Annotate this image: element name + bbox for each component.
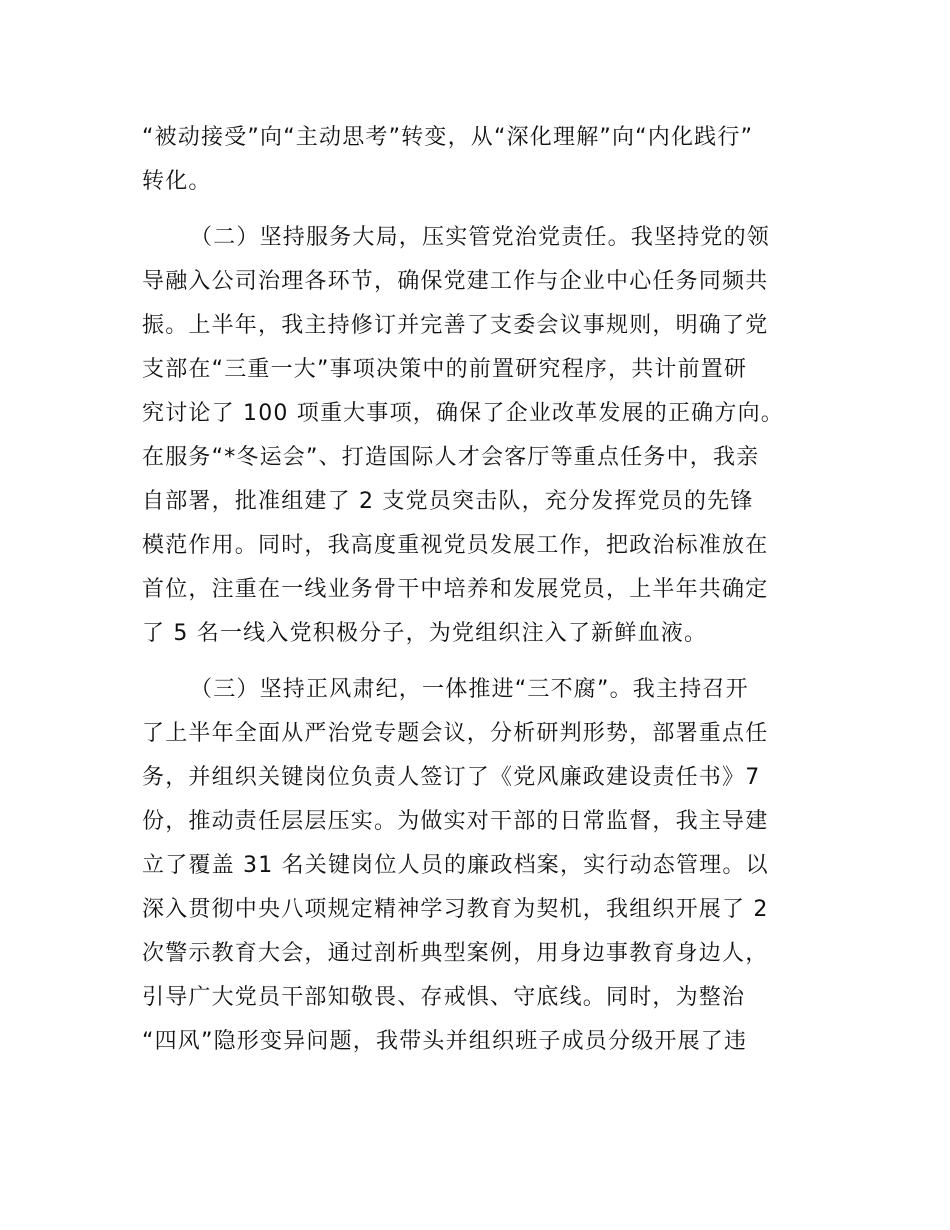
- paragraph-line: 了上半年全面从严治党专题会议，分析研判形势，部署重点任: [142, 721, 769, 746]
- paragraph-line: 深入贯彻中央八项规定精神学习教育为契机，我组织开展了 2: [142, 897, 769, 922]
- section-two-first-line: （二）坚持服务大局，压实管党治党责任。我坚持党的领: [190, 225, 771, 250]
- paragraph-line: 立了覆盖 31 名关键岗位人员的廉政档案，实行动态管理。以: [142, 853, 769, 878]
- paragraph-line: 引导广大党员干部知敬畏、存戒惧、守底线。同时，为整治: [142, 985, 746, 1010]
- paragraph-line: “被动接受”向“主动思考”转变，从“深化理解”向“内化践行”: [142, 125, 754, 150]
- section-three-first-line: （三）坚持正风肃纪，一体推进“三不腐”。我主持召开: [190, 677, 749, 702]
- paragraph-line: 次警示教育大会，通过剖析典型案例，用身边事教育身边人，: [142, 941, 769, 966]
- paragraph-line: 首位，注重在一线业务骨干中培养和发展党员，上半年共确定: [142, 577, 769, 602]
- paragraph-line: 份，推动责任层层压实。为做实对干部的日常监督，我主导建: [142, 809, 769, 834]
- paragraph-line: 模范作用。同时，我高度重视党员发展工作，把政治标准放在: [142, 533, 769, 558]
- paragraph-line: 振。上半年，我主持修订并完善了支委会议事规则，明确了党: [142, 313, 769, 338]
- paragraph-line: “四风”隐形变异问题，我带头并组织班子成员分级开展了违: [142, 1029, 748, 1054]
- paragraph-line: 务，并组织关键岗位负责人签订了《党风廉政建设责任书》7: [142, 765, 761, 790]
- paragraph-line: 自部署，批准组建了 2 支党员突击队，充分发挥党员的先锋: [142, 489, 754, 514]
- paragraph-line: 在服务“*冬运会”、打造国际人才会客厅等重点任务中，我亲: [142, 445, 760, 470]
- paragraph-line: 究讨论了 100 项重大事项，确保了企业改革发展的正确方向。: [142, 401, 784, 426]
- paragraph-line: 导融入公司治理各环节，确保党建工作与企业中心任务同频共: [142, 269, 769, 294]
- paragraph-line: 了 5 名一线入党积极分子，为党组织注入了新鲜血液。: [142, 621, 708, 646]
- paragraph-line: 转化。: [142, 169, 212, 194]
- paragraph-line: 支部在“三重一大”事项决策中的前置研究程序，共计前置研: [142, 357, 748, 382]
